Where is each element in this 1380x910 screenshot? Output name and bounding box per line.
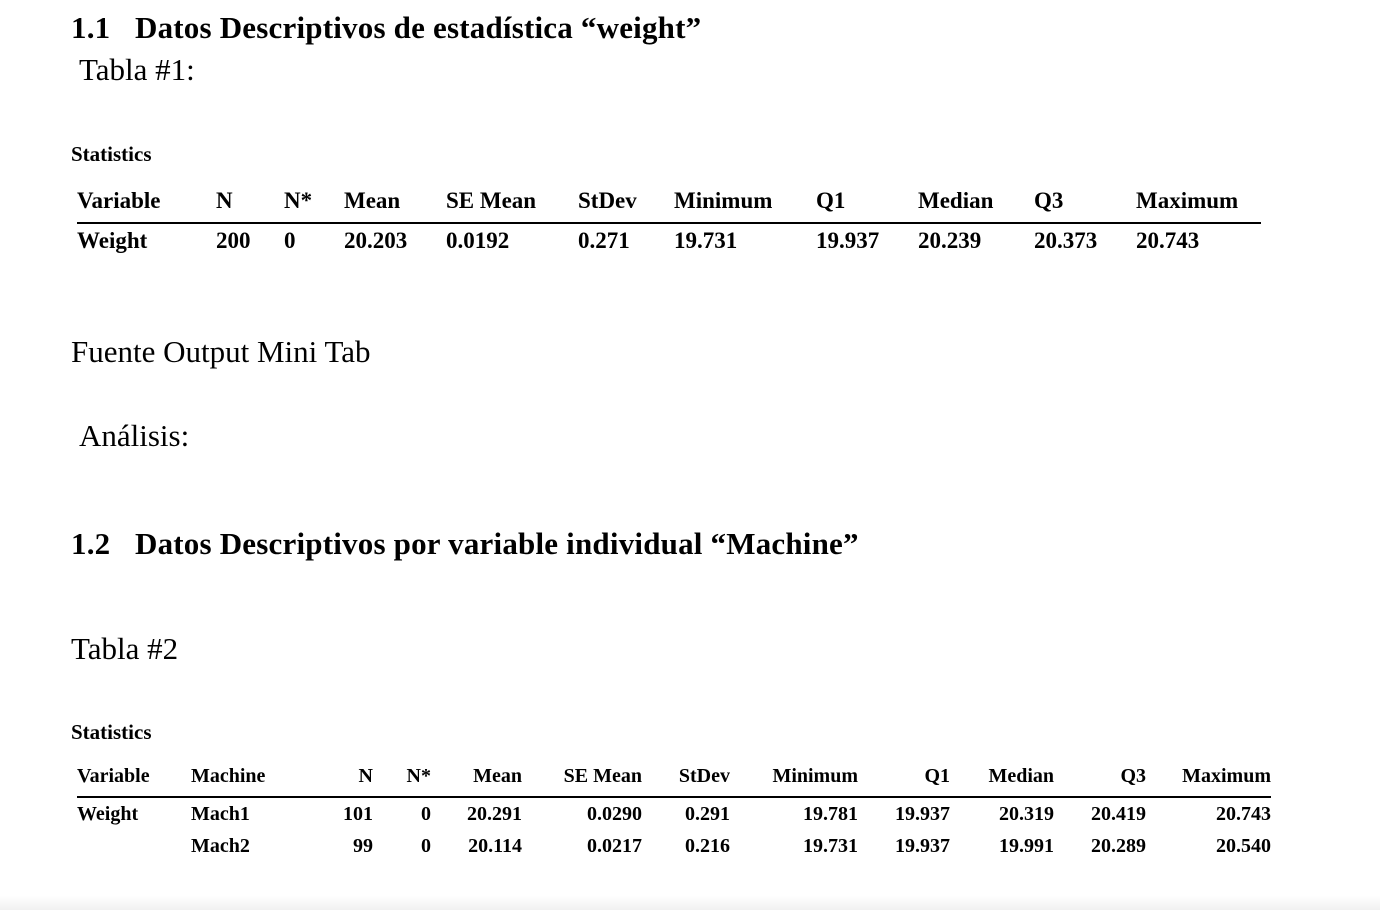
- section-1-number: 1.1: [71, 10, 111, 45]
- table-2-header-row: [77, 765, 1271, 797]
- col-header-n: N: [295, 765, 373, 797]
- cell-q1: 19.937: [895, 802, 950, 825]
- col-header-se-mean: SE Mean: [522, 765, 642, 797]
- cell-stdev: 0.216: [685, 834, 730, 857]
- col-header-stdev: StDev: [578, 188, 674, 223]
- cell-q3: 20.419: [1091, 802, 1146, 825]
- cell-maximum: 20.743: [1136, 228, 1200, 253]
- cell-n: 99: [353, 834, 373, 857]
- cell-n: 200: [216, 228, 251, 253]
- cell-variable: Weight: [77, 802, 139, 825]
- table-row: [77, 830, 1271, 862]
- cell-q1: 19.937: [816, 228, 880, 253]
- cell-median: 20.239: [918, 228, 982, 253]
- col-header-q1: Q1: [858, 765, 950, 797]
- cell-maximum: 20.540: [1216, 834, 1271, 857]
- cell-minimum: 19.731: [803, 834, 858, 857]
- cell-se-mean: 0.0290: [587, 802, 642, 825]
- col-header-median: Median: [918, 188, 1034, 223]
- col-header-n-star: N*: [284, 188, 344, 223]
- table-1-header-row: [77, 188, 1261, 223]
- table-row: [77, 797, 1271, 830]
- cell-q3: 20.373: [1034, 228, 1098, 253]
- section-2-title: Datos Descriptivos por variable individual “Machine”: [135, 526, 859, 561]
- cell-mean: 20.114: [468, 834, 522, 857]
- section-2-heading: [71, 526, 859, 562]
- cell-stdev: 0.271: [578, 228, 630, 253]
- cell-median: 19.991: [999, 834, 1054, 857]
- cell-n-star: 0: [421, 802, 431, 825]
- cell-minimum: 19.731: [674, 228, 738, 253]
- col-header-mean: Mean: [431, 765, 522, 797]
- cell-n: 101: [343, 802, 373, 825]
- cell-mean: 20.203: [344, 228, 408, 253]
- col-header-variable: Variable: [77, 188, 216, 223]
- cell-se-mean: 0.0192: [446, 228, 510, 253]
- analysis-label: Análisis:: [79, 418, 190, 453]
- col-header-se-mean: SE Mean: [446, 188, 578, 223]
- cell-stdev: 0.291: [685, 802, 730, 825]
- cell-machine: Mach1: [191, 802, 250, 825]
- statistics-title-1: Statistics: [71, 142, 152, 166]
- cell-variable: Weight: [77, 228, 148, 253]
- cell-mean: 20.291: [467, 802, 522, 825]
- col-header-minimum: Minimum: [674, 188, 816, 223]
- statistics-table-1: [77, 188, 1261, 264]
- col-header-n-star: N*: [373, 765, 431, 797]
- page-bottom-edge: [0, 896, 1380, 910]
- cell-se-mean: 0.0217: [587, 834, 642, 857]
- col-header-n: N: [216, 188, 284, 223]
- cell-variable: [77, 830, 191, 862]
- table-2-label: Tabla #2: [71, 631, 179, 666]
- section-1-title: Datos Descriptivos de estadística “weight”: [135, 10, 702, 45]
- col-header-mean: Mean: [344, 188, 446, 223]
- col-header-variable: Variable: [77, 765, 191, 797]
- col-header-median: Median: [950, 765, 1054, 797]
- statistics-title-2: Statistics: [71, 720, 152, 744]
- col-header-q1: Q1: [816, 188, 918, 223]
- col-header-maximum: Maximum: [1146, 765, 1271, 797]
- cell-minimum: 19.781: [803, 802, 858, 825]
- col-header-maximum: Maximum: [1136, 188, 1261, 223]
- section-2-number: 1.2: [71, 526, 111, 561]
- table-1-label: Tabla #1:: [79, 52, 195, 87]
- col-header-q3: Q3: [1034, 188, 1136, 223]
- cell-n-star: 0: [421, 834, 431, 857]
- cell-q3: 20.289: [1091, 834, 1146, 857]
- table-row: [77, 223, 1261, 264]
- col-header-machine: Machine: [191, 765, 295, 797]
- cell-maximum: 20.743: [1216, 802, 1271, 825]
- cell-q1: 19.937: [895, 834, 950, 857]
- source-note: Fuente Output Mini Tab: [71, 334, 371, 369]
- cell-median: 20.319: [999, 802, 1054, 825]
- statistics-table-2: [77, 765, 1271, 862]
- section-1-heading: [71, 10, 701, 46]
- col-header-stdev: StDev: [642, 765, 730, 797]
- cell-machine: Mach2: [191, 834, 250, 857]
- cell-n-star: 0: [284, 228, 296, 253]
- col-header-q3: Q3: [1054, 765, 1146, 797]
- col-header-minimum: Minimum: [730, 765, 858, 797]
